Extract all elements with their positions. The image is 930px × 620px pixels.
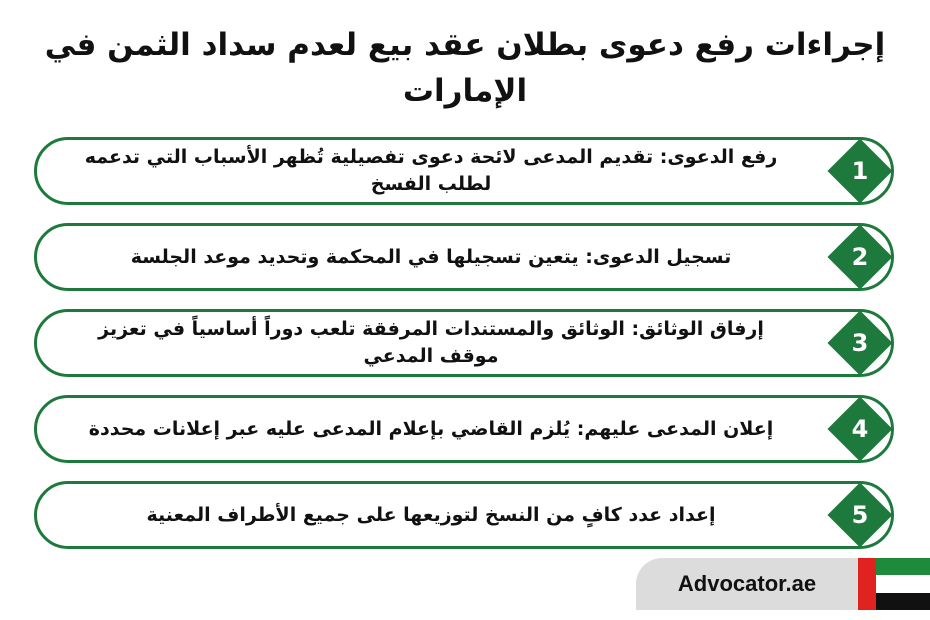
brand-name: Advocator.ae	[677, 571, 817, 596]
step-text: إرفاق الوثائق: الوثائق والمستندات المرفقة تلعب دوراً أساسياً في تعزيز موقف المدعي	[98, 318, 764, 367]
step-card-2	[34, 223, 894, 291]
flag-green-stripe	[876, 558, 930, 575]
step-card-4	[34, 395, 894, 463]
step-number: 1	[851, 157, 869, 185]
step-text: رفع الدعوى: تقديم المدعى لائحة دعوى تفصيلية تُظهر الأسباب التي تدعمه لطلب الفسخ	[84, 146, 778, 195]
step-number: 3	[851, 329, 869, 357]
step-text: إعلان المدعى عليهم: يُلزم القاضي بإعلام المدعى عليه عبر إعلانات محددة	[88, 417, 774, 440]
uae-flag-icon	[858, 558, 930, 610]
step-card-1	[34, 137, 894, 205]
flag-black-stripe	[876, 593, 930, 610]
step-text: إعداد عدد كافٍ من النسخ لتوزيعها على جميع الأطراف المعنية	[146, 503, 716, 526]
step-card-5	[34, 481, 894, 549]
flag-red-band	[858, 558, 876, 610]
page-title: إجراءات رفع دعوى بطلان عقد بيع لعدم سداد الثمن في الإمارات	[44, 27, 886, 109]
step-card-3	[34, 309, 894, 377]
step-number: 4	[851, 415, 869, 443]
step-number: 2	[851, 243, 869, 271]
footer-brand-bar	[636, 558, 858, 610]
step-number: 5	[851, 501, 869, 529]
flag-white-stripe	[876, 575, 930, 593]
step-text: تسجيل الدعوى: يتعين تسجيلها في المحكمة وتحديد موعد الجلسة	[130, 245, 732, 268]
